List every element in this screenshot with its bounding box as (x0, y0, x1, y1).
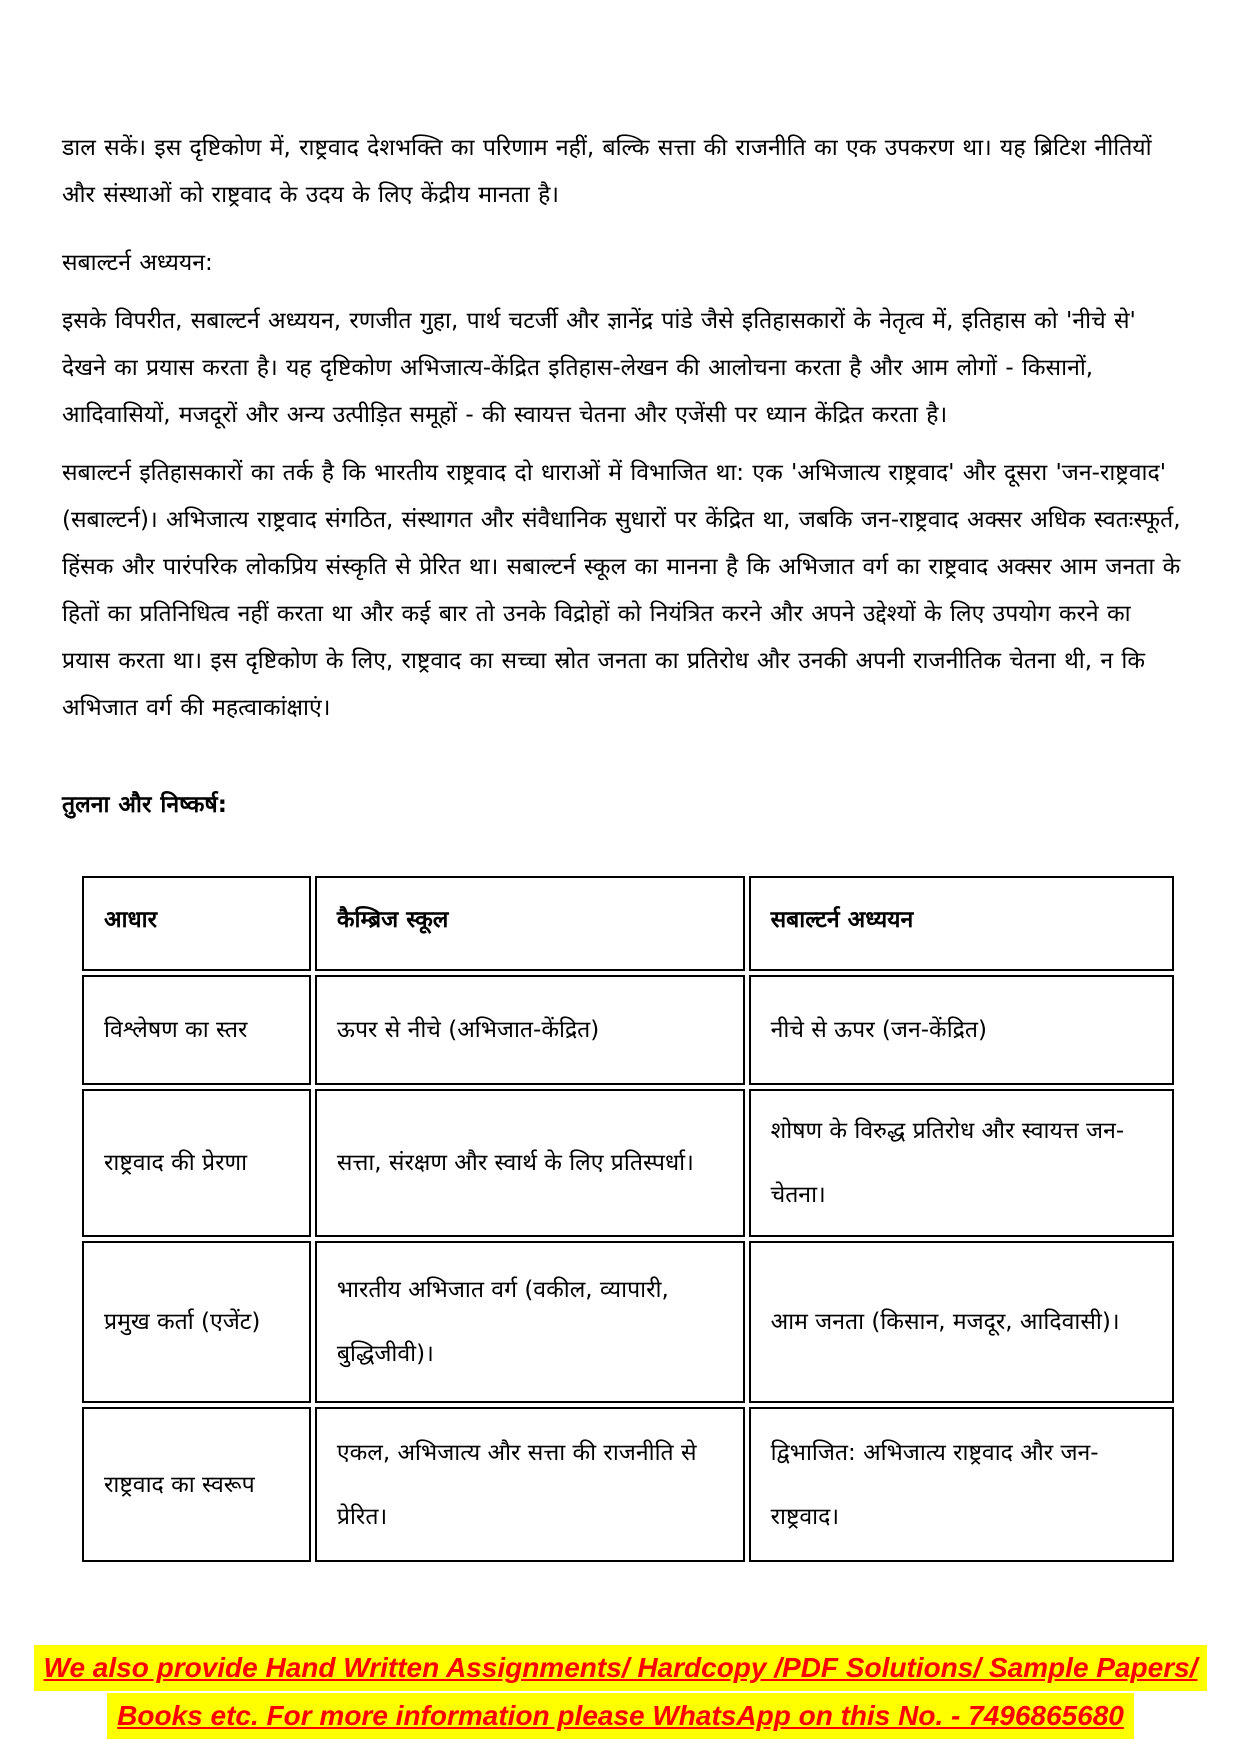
table-header-row (82, 876, 1174, 971)
footer-highlight-text-2: Books etc. For more information please WhatsApp on this No. - 7496865680 (107, 1693, 1134, 1739)
header-cell-subaltern-studies: सबाल्टर्न अध्ययन (749, 876, 1174, 971)
header-cell-cambridge-school: कैम्ब्रिज स्कूल (315, 876, 745, 971)
subaltern-cell: शोषण के विरुद्ध प्रतिरोध और स्वायत्त जन-चेतना। (749, 1089, 1174, 1237)
row-label-cell: प्रमुख कर्ता (एजेंट) (82, 1241, 311, 1403)
footer-line-2 (0, 1693, 1241, 1739)
paragraph-subaltern-argument: सबाल्टर्न इतिहासकारों का तर्क है कि भारतीय राष्ट्रवाद दो धाराओं में विभाजित था: एक 'अभिजात्य राष्ट्रवाद' और दूसरा 'जन-राष्ट्रवाद' (सबाल्टर्न)। अभिजात्य राष्ट्रवाद संगठित, संस्थागत और संवैधानिक सुधारों पर केंद्रित था, जबकि जन-राष्ट्रवाद अक्सर अधिक स्वतःस्फूर्त, हिंसक और पारंपरिक लोकप्रिय संस्कृति से प्रेरित था। सबाल्टर्न स्कूल का मानना है कि अभिजात वर्ग का राष्ट्रवाद अक्सर आम जनता के हितों का प्रतिनिधित्व नहीं करता था और कई बार तो उनके विद्रोहों को नियंत्रित करने और अपने उद्देश्यों के लिए उपयोग करने का प्रयास करता था। इस दृष्टिकोण के लिए, राष्ट्रवाद का सच्चा स्रोत जनता का प्रतिरोध और उनकी अपनी राजनीतिक चेतना थी, न कि अभिजात वर्ग की महत्वाकांक्षाएं। (62, 460, 1181, 721)
table-row-nationalism-form (82, 1407, 1174, 1562)
heading-subaltern-studies: सबाल्टर्न अध्ययन: (62, 250, 213, 276)
row-label-cell: राष्ट्रवाद का स्वरूप (82, 1407, 311, 1562)
row-label-cell: विश्लेषण का स्तर (82, 975, 311, 1085)
paragraph-nationalism-top: डाल सकें। इस दृष्टिकोण में, राष्ट्रवाद देशभक्ति का परिणाम नहीं, बल्कि सत्ता की राजनीति का एक उपकरण था। यह ब्रिटिश नीतियों और संस्थाओं को राष्ट्रवाद के उदय के लिए केंद्रीय मानता है। (62, 135, 1152, 208)
paragraph-subaltern-intro: इसके विपरीत, सबाल्टर्न अध्ययन, रणजीत गुहा, पार्थ चटर्जी और ज्ञानेंद्र पांडे जैसे इतिहासकारों के नेतृत्व में, इतिहास को 'नीचे से' देखने का प्रयास करता है। यह दृष्टिकोण अभिजात्य-केंद्रित इतिहास-लेखन की आलोचना करता है और आम लोगों - किसानों, आदिवासियों, मजदूरों और अन्य उत्पीड़ित समूहों - की स्वायत्त चेतना और एजेंसी पर ध्यान केंद्रित करता है। (62, 308, 1136, 428)
cambridge-cell: भारतीय अभिजात वर्ग (वकील, व्यापारी, बुद्धिजीवी)। (315, 1241, 745, 1403)
comparison-table (78, 872, 1178, 1566)
subaltern-cell: नीचे से ऊपर (जन-केंद्रित) (749, 975, 1174, 1085)
footer-highlight-text-1: We also provide Hand Written Assignments/ Hardcopy /PDF Solutions/ Sample Papers/ (34, 1645, 1208, 1691)
cambridge-cell: एकल, अभिजात्य और सत्ता की राजनीति से प्रेरित। (315, 1407, 745, 1562)
table-row-main-agent (82, 1241, 1174, 1403)
cambridge-cell: सत्ता, संरक्षण और स्वार्थ के लिए प्रतिस्पर्धा। (315, 1089, 745, 1237)
subaltern-cell: द्विभाजित: अभिजात्य राष्ट्रवाद और जन-राष्ट्रवाद। (749, 1407, 1174, 1562)
cambridge-cell: ऊपर से नीचे (अभिजात-केंद्रित) (315, 975, 745, 1085)
table-row-analysis-level (82, 975, 1174, 1085)
footer-line-1 (0, 1645, 1241, 1691)
row-label-cell: राष्ट्रवाद की प्रेरणा (82, 1089, 311, 1237)
footer-banner (0, 1645, 1241, 1741)
heading-comparison-conclusion: तुलना और निष्कर्ष: (62, 792, 227, 818)
table-row-nationalism-motive (82, 1089, 1174, 1237)
subaltern-cell: आम जनता (किसान, मजदूर, आदिवासी)। (749, 1241, 1174, 1403)
header-cell-basis: आधार (82, 876, 311, 971)
